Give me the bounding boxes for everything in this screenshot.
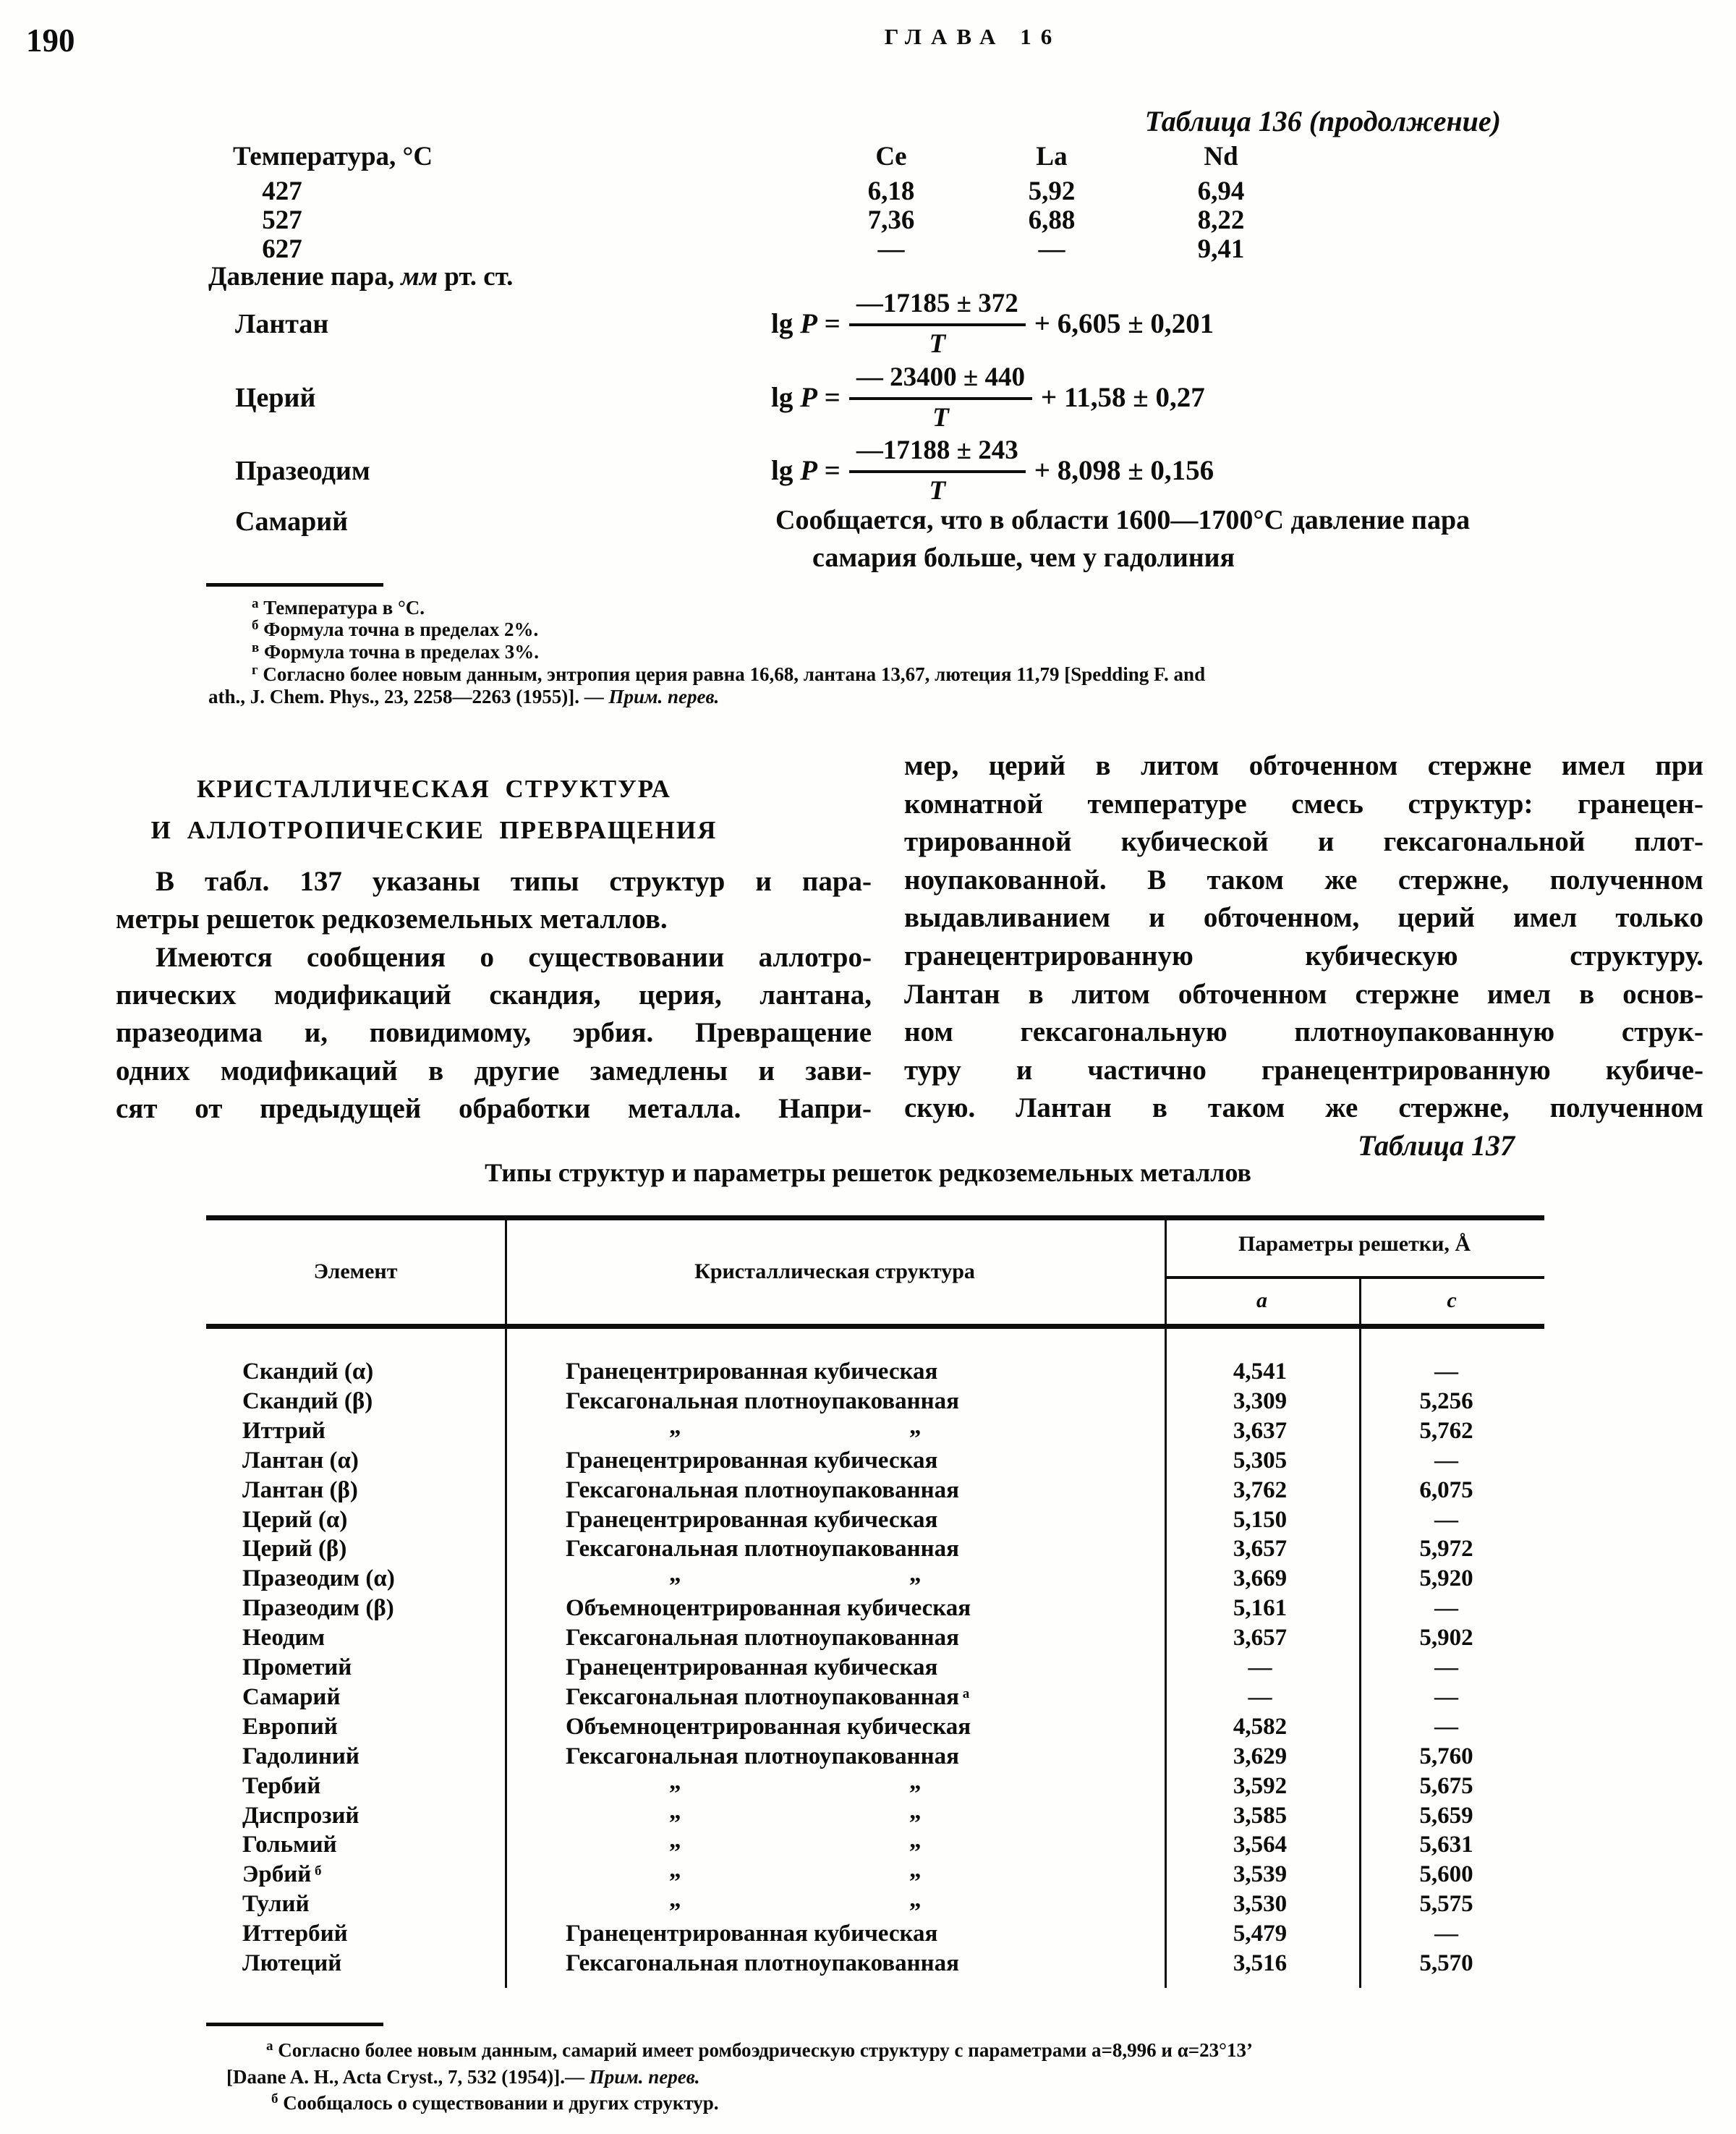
cell-element: Тулий bbox=[242, 1891, 310, 1917]
table137-col-a: a bbox=[1256, 1288, 1267, 1312]
t136-cell: 6,88 bbox=[1028, 205, 1076, 235]
formula-fn: lg bbox=[771, 307, 801, 339]
cell-c: — bbox=[1434, 1714, 1458, 1740]
body-line-left: В табл. 137 указаны типы структур и пара- bbox=[156, 866, 872, 897]
table137-row bbox=[206, 1561, 1544, 1595]
cell-a: 3,516 bbox=[1233, 1950, 1288, 1976]
cell-a: 5,305 bbox=[1233, 1448, 1288, 1474]
cell-a: 4,541 bbox=[1233, 1359, 1288, 1385]
cell-c: 5,675 bbox=[1419, 1773, 1473, 1799]
cell-element: Лютеций bbox=[242, 1950, 342, 1976]
ditto-mark: „ bbox=[669, 1769, 681, 1795]
t137-footnote bbox=[266, 2040, 1253, 2061]
table137-caption: Таблица 137 bbox=[1358, 1129, 1515, 1162]
table136-pressure-label bbox=[208, 263, 513, 292]
formula-tail: + 11,58 ± 0,27 bbox=[1040, 381, 1205, 413]
body-line-left: пических модификаций скандия, церия, лантана, bbox=[116, 979, 872, 1011]
formula-denominator bbox=[849, 397, 1032, 433]
t136-footnote bbox=[252, 664, 1205, 685]
cell-element: Лантан (β) bbox=[242, 1477, 358, 1503]
cell-structure: Объемноцентрированная кубическая bbox=[566, 1595, 971, 1621]
running-head: ГЛАВА 16 bbox=[884, 24, 1062, 49]
formula-numerator: —17188 ± 243 bbox=[856, 435, 1018, 466]
table137-title: Типы структур и параметры решеток редкоземельных металлов bbox=[485, 1158, 1251, 1187]
body-line-left: сят от предыдущей обработки металла. Напри- bbox=[116, 1092, 872, 1124]
pressure-label-mm: мм bbox=[401, 262, 438, 292]
formula-fraction bbox=[849, 363, 1032, 433]
cell-structure: Гексагональная плотноупакованная bbox=[566, 1950, 959, 1976]
cell-a: 4,582 bbox=[1233, 1714, 1288, 1740]
samarium-note-line: самария больше, чем у гадолиния bbox=[812, 543, 1235, 573]
cell-a: 3,585 bbox=[1233, 1803, 1288, 1829]
table137-row bbox=[206, 1769, 1544, 1803]
cell-a: 5,161 bbox=[1233, 1595, 1288, 1621]
body-line-right: трированной кубической и гексагональной плот- bbox=[904, 826, 1703, 858]
table137-footnote-rule bbox=[206, 2023, 383, 2026]
table137-row bbox=[206, 1448, 1544, 1477]
cell-element: Диспрозий bbox=[242, 1803, 359, 1829]
t136-row-label: 427 bbox=[262, 177, 302, 206]
formula-fn: lg bbox=[771, 381, 801, 413]
table137-row bbox=[206, 1388, 1544, 1418]
t137-footnote bbox=[271, 2093, 719, 2114]
ditto-mark: „ bbox=[669, 1827, 681, 1853]
cell-a: 3,637 bbox=[1233, 1418, 1288, 1444]
formula-numerator: — 23400 ± 440 bbox=[856, 362, 1025, 393]
pressure-label-post: рт. ст. bbox=[438, 262, 514, 292]
cell-c: 5,760 bbox=[1419, 1743, 1473, 1769]
t136-cell: 7,36 bbox=[867, 205, 915, 235]
cell-element: Прометий bbox=[242, 1654, 352, 1680]
table137-row bbox=[206, 1857, 1544, 1891]
formula-element-label: Лантан bbox=[235, 309, 329, 339]
ditto-mark: „ bbox=[669, 1857, 681, 1883]
footnote-translator-note: Прим. перев. bbox=[589, 2066, 700, 2088]
ditto-mark: „ bbox=[909, 1857, 922, 1883]
body-line-left: метры решеток редкоземельных металлов. bbox=[116, 904, 668, 935]
pressure-formula bbox=[771, 284, 1214, 365]
body-line-left: празеодима и, повидимому, эрбия. Превращение bbox=[116, 1017, 872, 1049]
cell-structure: Гексагональная плотноупакованная bbox=[566, 1625, 959, 1651]
table137-row bbox=[206, 1827, 1544, 1861]
t136-cell: 9,41 bbox=[1197, 234, 1245, 264]
formula-tail: + 8,098 ± 0,156 bbox=[1034, 454, 1214, 486]
formula-element-label: Празеодим bbox=[235, 456, 370, 486]
page-number: 190 bbox=[26, 22, 75, 59]
cell-structure: Гранецентрированная кубическая bbox=[566, 1507, 938, 1533]
cell-element: Празеодим (β) bbox=[242, 1595, 394, 1621]
t136-footnote bbox=[252, 598, 425, 618]
cell-c: 5,631 bbox=[1419, 1832, 1473, 1858]
formula-den-var: T bbox=[929, 476, 946, 506]
table137-col-structure: Кристаллическая структура bbox=[694, 1259, 975, 1283]
pressure-formula bbox=[771, 430, 1214, 511]
cell-c: — bbox=[1434, 1507, 1458, 1533]
cell-element: Тербий bbox=[242, 1773, 321, 1799]
ditto-mark: „ bbox=[909, 1798, 922, 1824]
cell-a: 3,539 bbox=[1233, 1861, 1288, 1887]
formula-var: P bbox=[800, 307, 817, 339]
cell-c: 5,972 bbox=[1419, 1536, 1473, 1562]
footnote-text: Формула точна в пределах 3%. bbox=[259, 641, 539, 663]
table137-row bbox=[206, 1414, 1544, 1448]
footnote-text: Температура в °C. bbox=[258, 597, 425, 618]
formula-numerator: —17185 ± 372 bbox=[856, 289, 1018, 319]
table137-row bbox=[206, 1595, 1544, 1625]
cell-c: — bbox=[1434, 1654, 1458, 1680]
t136-cell: 5,92 bbox=[1028, 177, 1076, 206]
table137-row bbox=[206, 1950, 1544, 1980]
footnote-marker: б bbox=[271, 2091, 278, 2107]
cell-structure: Гексагональная плотноупакованная bbox=[566, 1536, 959, 1562]
t136-row-label: 527 bbox=[262, 205, 302, 235]
body-line-right: мер, церий в литом обточенном стержне имел при bbox=[904, 750, 1703, 781]
cell-element: Церий (α) bbox=[242, 1507, 348, 1533]
cell-element: Неодим bbox=[242, 1625, 326, 1651]
t136-cell: — bbox=[1038, 234, 1065, 264]
footnote-text: Сообщалось о существовании и других структур. bbox=[278, 2092, 719, 2114]
formula-eq: = bbox=[817, 307, 841, 339]
table137-row bbox=[206, 1798, 1544, 1832]
cell-c: — bbox=[1434, 1359, 1458, 1385]
formula-eq: = bbox=[817, 381, 841, 413]
section-heading-line2: И АЛЛОТРОПИЧЕСКИЕ ПРЕВРАЩЕНИЯ bbox=[150, 816, 718, 844]
formula-tail: + 6,605 ± 0,201 bbox=[1034, 307, 1214, 339]
table137-row bbox=[206, 1654, 1544, 1684]
cell-element: Гольмий bbox=[242, 1832, 337, 1858]
table137-row bbox=[206, 1536, 1544, 1565]
table137-row bbox=[206, 1743, 1544, 1773]
footnote-text: ath., J. Chem. Phys., 23, 2258—2263 (1955)]. — bbox=[208, 686, 609, 707]
cell-c: 5,600 bbox=[1419, 1861, 1473, 1887]
table137-row bbox=[206, 1887, 1544, 1921]
t136-row-label: 627 bbox=[262, 234, 302, 264]
cell-element: Европий bbox=[242, 1714, 338, 1740]
cell-a: 3,564 bbox=[1233, 1832, 1288, 1858]
ditto-mark: „ bbox=[669, 1414, 681, 1440]
body-line-left: Имеются сообщения о существовании аллотро- bbox=[156, 941, 872, 973]
table137-col-params: Параметры решетки, Å bbox=[1238, 1232, 1471, 1256]
footnote-marker: б bbox=[252, 618, 259, 633]
table136-caption: Таблица 136 (продолжение) bbox=[1144, 105, 1501, 137]
formula-var: P bbox=[800, 381, 817, 413]
t136-footnote bbox=[252, 619, 538, 640]
cell-structure: Гранецентрированная кубическая bbox=[566, 1359, 938, 1385]
formula-denominator bbox=[849, 323, 1026, 359]
cell-a: 3,657 bbox=[1233, 1536, 1288, 1562]
t136-col-header: Ce bbox=[875, 142, 907, 171]
table137-col-c: c bbox=[1447, 1288, 1457, 1312]
cell-element: Иттрий bbox=[242, 1418, 326, 1444]
t136-cell: 6,94 bbox=[1197, 177, 1245, 206]
cell-element: Эрбий $^б$ bbox=[242, 1861, 322, 1887]
cell-a: 3,530 bbox=[1233, 1891, 1288, 1917]
cell-element: Гадолиний bbox=[242, 1743, 359, 1769]
formula-fn: lg bbox=[771, 454, 801, 486]
cell-element: Иттербий bbox=[242, 1921, 348, 1947]
table137-row bbox=[206, 1507, 1544, 1536]
t136-col-header: La bbox=[1036, 142, 1068, 171]
formula-den-var: T bbox=[932, 403, 949, 433]
table136-temperature-label: Температура, °C bbox=[233, 142, 433, 171]
ditto-mark: „ bbox=[909, 1769, 922, 1795]
table137-row bbox=[206, 1359, 1544, 1388]
table137-col-element: Элемент bbox=[313, 1259, 398, 1283]
formula-element-label: Самарий bbox=[235, 506, 348, 537]
cell-structure: Гранецентрированная кубическая bbox=[566, 1448, 938, 1474]
cell-a: 3,629 bbox=[1233, 1743, 1288, 1769]
table136-footnote-rule bbox=[206, 583, 383, 587]
ditto-mark: „ bbox=[669, 1798, 681, 1824]
body-line-right: ном гексагональную плотноупакованную струк- bbox=[904, 1016, 1703, 1048]
cell-c: 6,075 bbox=[1419, 1477, 1473, 1503]
t136-footnote bbox=[252, 642, 539, 663]
cell-structure: Гексагональная плотноупакованная $^а$ bbox=[566, 1684, 970, 1710]
cell-element: Лантан (α) bbox=[242, 1448, 359, 1474]
table137-row bbox=[206, 1714, 1544, 1743]
cell-a: 5,479 bbox=[1233, 1921, 1288, 1947]
cell-structure: Гексагональная плотноупакованная bbox=[566, 1388, 959, 1414]
samarium-note-line: Сообщается, что в области 1600—1700°C давление пара bbox=[775, 505, 1471, 535]
cell-a: — bbox=[1248, 1654, 1272, 1680]
ditto-mark: „ bbox=[909, 1887, 922, 1913]
cell-c: 5,902 bbox=[1419, 1625, 1473, 1651]
formula-lhs bbox=[771, 383, 841, 413]
ditto-mark: „ bbox=[669, 1887, 681, 1913]
cell-c: 5,762 bbox=[1419, 1418, 1473, 1444]
cell-c: — bbox=[1434, 1595, 1458, 1621]
cell-element: Празеодим (α) bbox=[242, 1565, 395, 1591]
cell-a: 3,309 bbox=[1233, 1388, 1288, 1414]
body-line-right: комнатной температуре смесь структур: гранецен- bbox=[904, 788, 1703, 820]
cell-c: — bbox=[1434, 1684, 1458, 1710]
body-line-right: скую. Лантан в таком же стержне, полученном bbox=[904, 1092, 1703, 1124]
cell-element: Скандий (β) bbox=[242, 1388, 373, 1414]
body-line-right: гранецентрированную кубическую структуру. bbox=[904, 940, 1703, 972]
footnote-text: Согласно более новым данным, самарий имеет ромбоэдрическую структуру с параметрами a=8,996 и α=23°13’ bbox=[273, 2039, 1253, 2061]
table137-top-rule bbox=[206, 1215, 1544, 1220]
table137-row bbox=[206, 1684, 1544, 1714]
table137-header-bottom-rule bbox=[206, 1324, 1544, 1329]
formula-fraction bbox=[849, 289, 1026, 359]
body-line-right: Лантан в литом обточенном стержне имел в основ- bbox=[904, 978, 1703, 1010]
footnote-text: Согласно более новым данным, энтропия церия равна 16,68, лантана 13,67, лютеция 11,79 [Spedding F. and bbox=[258, 663, 1206, 685]
cell-c: — bbox=[1434, 1921, 1458, 1947]
cell-c: 5,575 bbox=[1419, 1891, 1473, 1917]
formula-lhs bbox=[771, 456, 841, 486]
cell-structure: Гранецентрированная кубическая bbox=[566, 1921, 938, 1947]
cell-element: Церий (β) bbox=[242, 1536, 347, 1562]
cell-element: Самарий bbox=[242, 1684, 341, 1710]
ditto-mark: „ bbox=[909, 1561, 922, 1587]
t137-footnote-cont bbox=[226, 2067, 700, 2088]
cell-a: 5,150 bbox=[1233, 1507, 1288, 1533]
ditto-mark: „ bbox=[909, 1414, 922, 1440]
formula-element-label: Церий bbox=[235, 383, 316, 413]
cell-c: 5,256 bbox=[1419, 1388, 1473, 1414]
t136-footnote-cont bbox=[208, 686, 719, 707]
formula-eq: = bbox=[817, 454, 841, 486]
pressure-formula bbox=[771, 357, 1205, 438]
cell-c: 5,659 bbox=[1419, 1803, 1473, 1829]
cell-a: — bbox=[1248, 1684, 1272, 1710]
table137-row bbox=[206, 1921, 1544, 1950]
footnote-marker: в bbox=[252, 640, 260, 655]
table137-params-subrule bbox=[1165, 1276, 1544, 1279]
footnote-marker: г bbox=[252, 663, 258, 678]
body-line-right: ноупакованной. В таком же стержне, полученном bbox=[904, 864, 1703, 896]
formula-fraction bbox=[849, 436, 1026, 506]
t136-cell: 6,18 bbox=[867, 177, 915, 206]
footnote-marker: а bbox=[266, 2039, 273, 2054]
section-heading-line1: КРИСТАЛЛИЧЕСКАЯ СТРУКТУРА bbox=[197, 775, 671, 803]
cell-a: 3,592 bbox=[1233, 1773, 1288, 1799]
structure-footnote-marker: а bbox=[958, 1686, 970, 1701]
body-line-right: выдавливанием и обточенном, церий имел только bbox=[904, 902, 1703, 934]
t136-cell: — bbox=[877, 234, 905, 264]
pressure-label-pre: Давление пара, bbox=[208, 262, 401, 292]
cell-a: 3,657 bbox=[1233, 1625, 1288, 1651]
cell-structure: Гексагональная плотноупакованная bbox=[566, 1477, 959, 1503]
ditto-mark: „ bbox=[909, 1827, 922, 1853]
footnote-text: Формула точна в пределах 2%. bbox=[258, 618, 539, 640]
ditto-mark: „ bbox=[669, 1561, 681, 1587]
footnote-text: [Daane A. H., Acta Cryst., 7, 532 (1954)].— bbox=[226, 2066, 590, 2088]
cell-a: 3,762 bbox=[1233, 1477, 1288, 1503]
formula-var: P bbox=[800, 454, 817, 486]
cell-structure: Гранецентрированная кубическая bbox=[566, 1654, 938, 1680]
cell-structure: Гексагональная плотноупакованная bbox=[566, 1743, 959, 1769]
footnote-marker: а bbox=[252, 596, 259, 611]
cell-c: — bbox=[1434, 1448, 1458, 1474]
table137-row bbox=[206, 1625, 1544, 1654]
cell-c: 5,920 bbox=[1419, 1565, 1473, 1591]
formula-den-var: T bbox=[929, 329, 946, 359]
t136-col-header: Nd bbox=[1204, 142, 1238, 171]
t136-cell: 8,22 bbox=[1197, 205, 1245, 235]
cell-element: Скандий (α) bbox=[242, 1359, 374, 1385]
body-line-left: одних модификаций в другие замедлены и зави- bbox=[116, 1055, 872, 1087]
cell-c: 5,570 bbox=[1419, 1950, 1473, 1976]
formula-denominator bbox=[849, 470, 1026, 506]
cell-structure: Объемноцентрированная кубическая bbox=[566, 1714, 971, 1740]
footnote-translator-note: Прим. перев. bbox=[608, 686, 720, 707]
cell-a: 3,669 bbox=[1233, 1565, 1288, 1591]
body-line-right: туру и частично гранецентрированную кубиче- bbox=[904, 1054, 1703, 1086]
table137-row bbox=[206, 1477, 1544, 1507]
element-footnote-marker: б bbox=[311, 1863, 322, 1879]
formula-lhs bbox=[771, 309, 841, 339]
